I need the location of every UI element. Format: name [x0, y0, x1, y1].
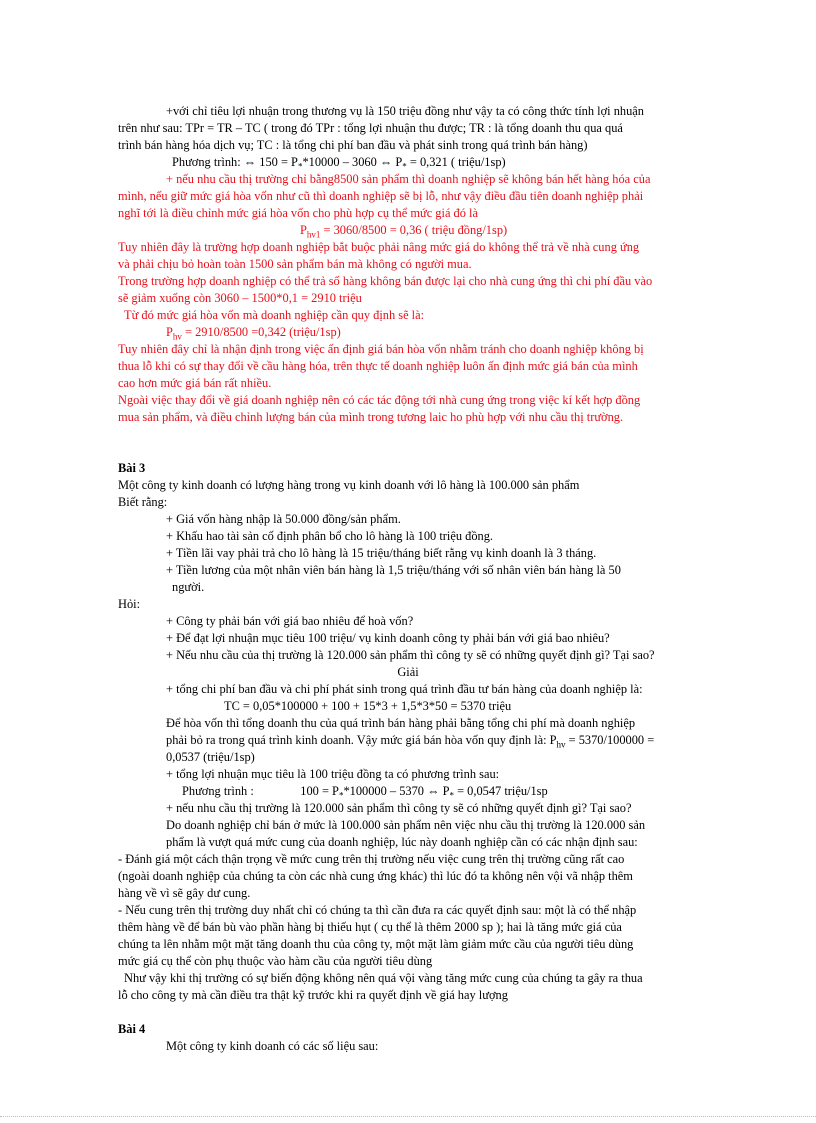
- text-line: trình bán hàng hóa dịch vụ; TC : là tổng chi phí ban đầu và phát sinh trong quá trình bán hàng): [118, 138, 588, 152]
- text-line: hàng về vì sẽ gây dư cung.: [118, 886, 251, 900]
- text-line: 0,0537 (triệu/1sp): [166, 750, 255, 764]
- given-item: + Giá vốn hàng nhập là 50.000 đồng/sản phẩm.: [166, 512, 401, 526]
- red-text-line: mua sản phẩm, và điều chỉnh lượng bán của mình trong tương laic ho phù hợp với nhu cầu thị trường.: [118, 410, 624, 424]
- exercise-title: Bài 4: [118, 1022, 146, 1036]
- equation-line: TC = 0,05*100000 + 100 + 15*3 + 1,5*3*50 = 5370 triệu: [224, 699, 512, 713]
- page-footer-rule: [0, 1116, 816, 1117]
- text-line: phẩm là vượt quá mức cung của doanh nghiệp, lúc này doanh nghiệp cần có các nhận định sau:: [166, 835, 638, 849]
- text-line: trên như sau: TPr = TR – TC ( trong đó TPr : tổng lợi nhuận thu được; TR : là tổng doanh thu qua quá: [118, 121, 623, 135]
- red-text-line: Tuy nhiên đây là trường hợp doanh nghiệp bắt buộc phải nâng mức giá do không thể trả về nhà cung ứng: [118, 240, 640, 254]
- question-item: + Nếu nhu cầu của thị trường là 120.000 sản phẩm thì công ty sẽ có những quyết định gì? Tại sao?: [166, 648, 655, 662]
- text-line: + tổng chi phí ban đầu và chi phí phát sinh trong quá trình đầu tư bán hàng của doanh nghiệp là:: [166, 682, 643, 696]
- equation-line: Phương trình : $100 = P_**100000 - 5370$ ⇔ $P_* = 0,0547$ triệu/1sp: [182, 784, 548, 801]
- question-item: + Để đạt lợi nhuận mục tiêu 100 triệu/ vụ kinh doanh công ty phải bán với giá bao nhiêu?: [166, 631, 610, 645]
- equation-line: $P_{hv1} = 3060/8500 = 0,36$ ( triệu đồng/1sp): [300, 223, 508, 240]
- red-text-line: sẽ giảm xuống còn 3060 – 1500*0,1 = 2910 triệu: [118, 291, 362, 305]
- red-text-line: thua lỗ khi có sự thay đổi về cầu hàng hóa, trên thực tế doanh nghiệp luôn ấn định mức giá bán của mình: [118, 359, 638, 373]
- text-line: - Đánh giá một cách thận trọng về mức cung trên thị trường nếu việc cung trên thị trường cũng rất cao: [118, 852, 625, 866]
- red-text-line: cao hơn mức giá bán rất nhiều.: [118, 376, 272, 390]
- text-line: Để hòa vốn thì tổng doanh thu của quá trình bán hàng phải bằng tổng chi phí mà doanh nghiệp: [166, 716, 636, 730]
- equation-line: $P_{hv} = 2910/8500 =0,342$ (triệu/1sp): [166, 325, 341, 342]
- document-page: [118, 103, 698, 1055]
- text-line: Biết rằng:: [118, 495, 168, 509]
- text-line: (ngoài doanh nghiệp của chúng ta còn các nhà cung ứng khác) thì lúc đó ta không nên vội vã nhập thêm: [118, 869, 633, 883]
- text-line: + tổng lợi nhuận mục tiêu là 100 triệu đồng ta có phương trình sau:: [166, 767, 500, 781]
- text-line: Do doanh nghiệp chỉ bán ở mức là 100.000 sản phẩm nên việc nhu cầu thị trường là 120.000 sản: [166, 818, 646, 832]
- text-line: + nếu nhu cầu thị trường là 120.000 sản phẩm thì công ty sẽ có những quyết định gì? Tại sao?: [166, 801, 632, 815]
- question-item: + Công ty phải bán với giá bao nhiêu để hoà vốn?: [166, 614, 414, 628]
- text-line: Một công ty kinh doanh có các số liệu sau:: [166, 1039, 379, 1053]
- red-text-line: Từ đó mức giá hòa vốn mà doanh nghiệp cần quy định sẽ là:: [124, 308, 425, 322]
- red-text-line: + nếu nhu cầu thị trường chỉ bằng8500 sản phẩm thì doanh nghiệp sẽ không bán hết hàng hóa của: [166, 172, 651, 186]
- text-line: Như vậy khi thị trường có sự biến động không nên quá vội vàng tăng mức cung của chúng ta gây ra thua: [124, 971, 643, 985]
- text-line: - Nếu cung trên thị trường duy nhất chỉ có chúng ta thì cần đưa ra các quyết định sau: một là có thể nhập: [118, 903, 637, 917]
- text-line: phải bỏ ra trong quá trình kinh doanh. Vậy mức giá bán hòa vốn quy định là: $P_{hv} = 5370/100000$ =: [166, 733, 655, 750]
- text-line: Hỏi:: [118, 597, 141, 611]
- solution-heading: Giải: [397, 665, 419, 679]
- red-text-line: mình, nếu giữ mức giá hòa vốn như cũ thì doanh nghiệp sẽ bị lỗ, như vậy điều đầu tiên doanh nghiệp phải: [118, 189, 644, 203]
- exercise-title: Bài 3: [118, 461, 146, 475]
- equation-line: Phương trình: ⇔ $150 = P_**10000 - 3060$ ⇔ $P_* = 0,321$ ( triệu/1sp): [172, 155, 506, 172]
- text-line: Một công ty kinh doanh có lượng hàng trong vụ kinh doanh với lô hàng là 100.000 sản phẩm: [118, 478, 580, 492]
- red-text-line: Tuy nhiên đây chỉ là nhận định trong việc ấn định giá bán hòa vốn nhằm tránh cho doanh nghiệp không bị: [118, 342, 644, 356]
- given-item: + Khấu hao tài sản cố định phân bổ cho lô hàng là 100 triệu đồng.: [166, 529, 494, 543]
- red-text-line: Trong trường hợp doanh nghiệp có thể trả số hàng không bán được lại cho nhà cung ứng thì chi phí đầu vào: [118, 274, 653, 288]
- text-line: mức giá cụ thể còn phụ thuộc vào hàm cầu của người tiêu dùng: [118, 954, 433, 968]
- text-line: chúng ta lên nhằm một mặt tăng doanh thu của công ty, một mặt làm giảm mức cầu của người tiêu dùng: [118, 937, 634, 951]
- given-item: + Tiền lãi vay phải trả cho lô hàng là 15 triệu/tháng biết rằng vụ kinh doanh là 3 tháng.: [166, 546, 597, 560]
- given-item: người.: [172, 580, 205, 594]
- red-text-line: nghĩ tới là điều chỉnh mức giá hòa vốn cho phù hợp cụ thể mức giá đó là: [118, 206, 478, 220]
- text-line: thêm hàng về để bán bù vào phần hàng bị thiếu hụt ( cụ thể là thêm 2000 sp ); hai là tăng mức giá của: [118, 920, 622, 934]
- given-item: + Tiền lương của một nhân viên bán hàng là 1,5 triệu/tháng với số nhân viên bán hàng là 50: [166, 563, 621, 577]
- red-text-line: và phải chịu bỏ hoàn toàn 1500 sản phẩm bán mà không có người mua.: [118, 257, 472, 271]
- red-text-line: Ngoài việc thay đổi về giá doanh nghiệp nên có các tác động tới nhà cung ứng trong việc kí kết hợp đồng: [118, 393, 641, 407]
- text-line: +với chỉ tiêu lợi nhuận trong thương vụ là 150 triệu đồng như vậy ta có công thức tính lợi nhuận: [166, 104, 644, 118]
- text-line: lỗ cho công ty mà cần điều tra thật kỹ trước khi ra quyết định về giá hay lượng: [118, 988, 508, 1002]
